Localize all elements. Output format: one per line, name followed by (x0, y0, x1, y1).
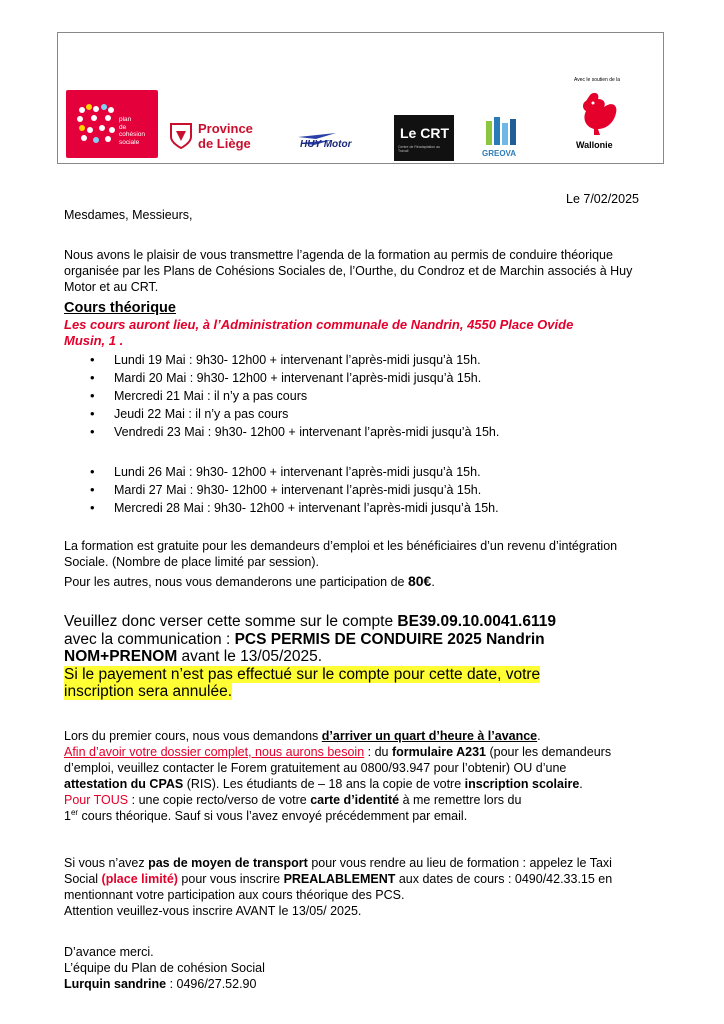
needs-text: (RIS). Les étudiants de – 18 ans la copie de votre (183, 777, 465, 791)
transport-line-1 (64, 855, 612, 871)
intro-line-2: organisée par les Plans de Cohésions Sociales de, l’Ourthe, du Condroz et de Marchin associés à Huy (64, 264, 633, 278)
wallonie-rooster-icon (576, 91, 620, 137)
transport-line-3: mentionnant votre participation aux cours théorique des PCS. (64, 888, 405, 902)
needs-line-5 (64, 808, 611, 824)
payment-instructions (64, 613, 556, 701)
schedule-week-1 (64, 351, 499, 441)
intro-paragraph (64, 247, 632, 295)
course-location (64, 317, 573, 349)
greova-logo-text: GREOVA (482, 149, 517, 158)
needs-text: à me remettre lors du (399, 793, 522, 807)
pcs-logo (66, 90, 158, 158)
closing-thanks: D’avance merci. (64, 945, 154, 959)
transport-text: Social (64, 872, 102, 886)
schedule-item: • Mercredi 28 Mai : 9h30- 12h00 + intervenant l’après-midi jusqu’à 15h. (64, 499, 499, 517)
warning-line-2: inscription sera annulée. (64, 683, 233, 700)
free-line-2: Sociale. (Nombre de place limité par session). (64, 555, 319, 569)
schedule-item: • Lundi 26 Mai : 9h30- 12h00 + intervenant l’après-midi jusqu’à 15h. (64, 463, 499, 481)
contact-phone: : 0496/27.52.90 (166, 977, 257, 991)
payment-name-field: NOM+PRENOM (64, 648, 178, 665)
needs-line-3 (64, 776, 611, 792)
needs-line-4 (64, 792, 611, 808)
form-a231: formulaire A231 (391, 745, 486, 759)
needs-text: (pour les demandeurs (486, 745, 612, 759)
bank-account: BE39.09.10.0041.6119 (397, 613, 556, 630)
pcs-logo-text: plan de cohésion sociale (119, 116, 146, 146)
school-registration: inscription scolaire (464, 777, 580, 791)
ordinal-suffix: er (70, 807, 79, 817)
payment-line-2 (64, 631, 556, 649)
payment-deadline: avant le 13/05/2025. (177, 648, 323, 665)
transport-text: pour vous inscrire (177, 872, 284, 886)
beforehand: PREALABLEMENT (283, 872, 396, 886)
first-day-note (64, 728, 541, 744)
schedule-item: • Vendredi 23 Mai : 9h30- 12h00 + intervenant l’après-midi jusqu’à 15h. (64, 423, 499, 441)
needs-text: . (579, 777, 583, 791)
intro-line-3: Motor et au CRT. (64, 280, 159, 294)
location-line-2: Musin, 1 . (64, 333, 124, 348)
communication-label: avec la communication : (64, 630, 235, 648)
needs-text: cours théorique. Sauf si vous l’avez envoyé précédemment par email. (78, 809, 468, 823)
for-all-label: Pour TOUS (64, 793, 129, 807)
needs-text: : une copie recto/verso de votre (128, 793, 311, 807)
transport-text: Si vous n’avez (64, 856, 149, 870)
needs-text: : du (364, 745, 392, 759)
schedule-item: • Lundi 19 Mai : 9h30- 12h00 + intervenant l’après-midi jusqu’à 15h. (64, 351, 499, 369)
payment-line-3 (64, 648, 556, 666)
payment-communication: PCS PERMIS DE CONDUIRE 2025 Nandrin (234, 630, 545, 648)
pcs-mark-icon (74, 100, 118, 148)
payment-line-1 (64, 613, 556, 631)
schedule-item: • Mardi 20 Mai : 9h30- 12h00 + intervenant l’après-midi jusqu’à 15h. (64, 369, 499, 387)
province-liege-logo (170, 121, 270, 163)
arrive-early: d’arriver un quart d’heure à l’avance (321, 729, 538, 743)
transport-text: aux dates de cours : 0490/42.33.15 en (395, 872, 613, 886)
course-heading: Cours théorique (64, 300, 176, 316)
first-day-end: . (537, 729, 541, 743)
schedule-item: • Mercredi 21 Mai : il n’y a pas cours (64, 387, 499, 405)
needs-intro: Afin d’avoir votre dossier complet, nous aurons besoin (64, 745, 365, 759)
transport-note (64, 855, 612, 919)
huy-motor-logo (296, 131, 366, 161)
payment-warning (64, 666, 556, 701)
schedule-item: • Mardi 27 Mai : 9h30- 12h00 + intervenant l’après-midi jusqu’à 15h. (64, 481, 499, 499)
id-card: carte d’identité (310, 793, 400, 807)
logo-header (57, 32, 664, 164)
wallonie-logo-text: Wallonie (576, 140, 613, 150)
crt-logo-subtitle: Centre de Réadaptation au Travail (398, 145, 441, 153)
schedule-week-2 (64, 463, 499, 517)
needs-text: 1 (64, 809, 71, 823)
province-shield-icon (170, 123, 192, 149)
free-training-note (64, 538, 617, 570)
letter-date: Le 7/02/2025 (566, 192, 639, 206)
needs-line-1 (64, 744, 611, 760)
greova-bars-icon (486, 117, 516, 147)
needs-line-2: d’emploi, veuillez contacter le Forem gratuitement au 0800/93.947 pour l’obtenir) OU d’une (64, 761, 567, 775)
cpas-attestation: attestation du CPAS (64, 777, 184, 791)
location-line-1: Les cours auront lieu, à l’Administration communale de Nandrin, 4550 Place Ovide (64, 317, 574, 332)
wallonie-logo (566, 77, 636, 163)
transport-text: pour vous rendre au lieu de formation : appelez le Taxi (307, 856, 612, 870)
warning-line-1: Si le payement n’est pas effectué sur le compte pour cette date, votre (64, 665, 541, 683)
closing-signature (64, 944, 265, 992)
contact-name: Lurquin sandrine (64, 977, 167, 991)
payment-text: Veuillez donc verser cette somme sur le compte (64, 613, 398, 630)
fee-price: 80€ (407, 573, 432, 589)
salutation: Mesdames, Messieurs, (64, 208, 193, 222)
transport-line-2 (64, 871, 612, 887)
greova-logo (480, 115, 522, 163)
province-logo-text: Province de Liège (198, 121, 253, 151)
fee-text: Pour les autres, nous vous demanderons une participation de (64, 575, 408, 589)
crt-logo-text: Le CRT (400, 125, 449, 141)
no-transport: pas de moyen de transport (148, 856, 308, 870)
free-line-1: La formation est gratuite pour les demandeurs d’emploi et les bénéficiaires d’un revenu d’intégration (64, 539, 618, 553)
fee-end: . (431, 575, 435, 589)
closing-contact (64, 976, 265, 992)
participation-fee (64, 573, 435, 590)
required-documents (64, 744, 611, 824)
intro-line-1: Nous avons le plaisir de vous transmettre l’agenda de la formation au permis de conduire théorique (64, 248, 613, 262)
limited-places: (place limité) (101, 872, 178, 886)
le-crt-logo (394, 115, 454, 161)
transport-line-4: Attention veuillez-vous inscrire AVANT le 13/05/ 2025. (64, 904, 362, 918)
first-day-text: Lors du premier cours, nous vous demandons (64, 729, 322, 743)
wallonie-support-text: Avec le soutien de la (574, 77, 621, 83)
schedule-item: • Jeudi 22 Mai : il n’y a pas cours (64, 405, 499, 423)
huy-motor-text: HUY Motor (300, 139, 352, 150)
closing-team: L’équipe du Plan de cohésion Social (64, 961, 265, 975)
